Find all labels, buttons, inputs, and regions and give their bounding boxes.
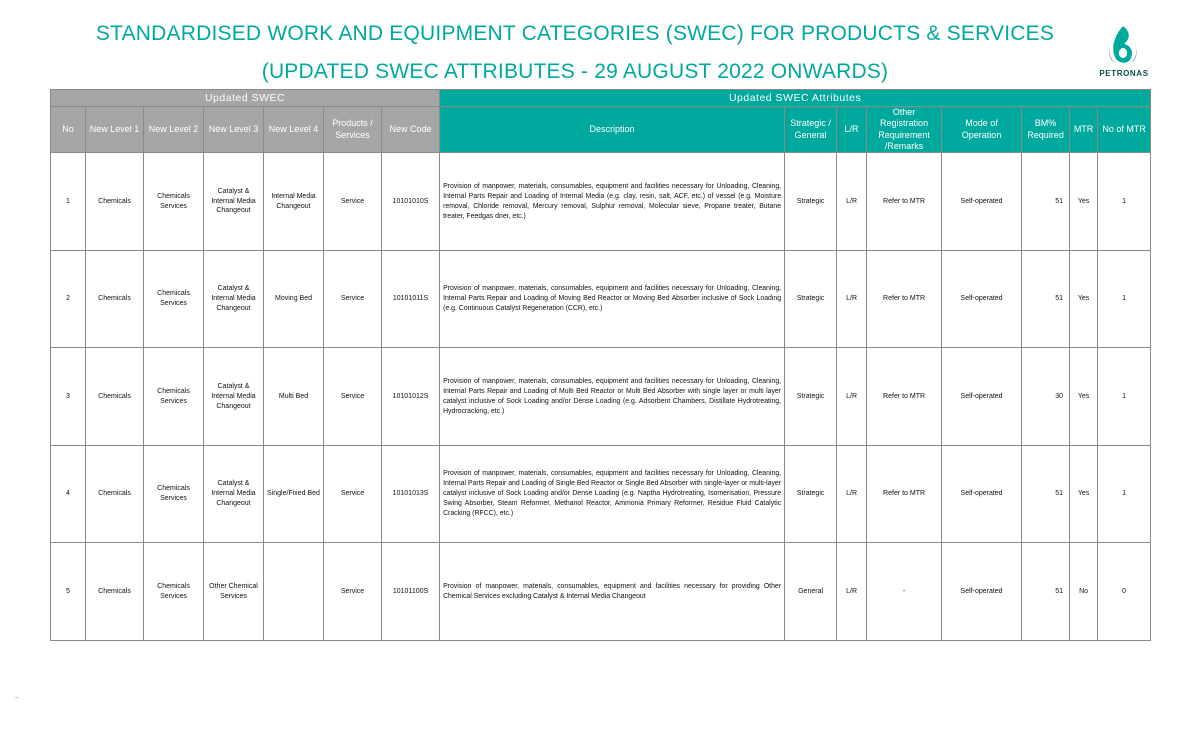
cell-level4: Internal Media Changeout [264,153,324,251]
cell-description: Provision of manpower, materials, consumables, equipment and facilities necessary for Unloading, Cleaning, Internal Parts Repair and Loading of Multi Bed Reactor or Multi Bed Absorber with single layer or multi layer catalyst inclusive of Sock Loading and/or Dense Loading (e.g. Adsorbent Chambers, Distillate Hydrotreating, Hydrocracking, etc.) [440,348,785,446]
column-header-row [51,107,1151,153]
col-header-mtr: MTR [1070,107,1098,153]
cell-mtr: Yes [1070,250,1098,348]
cell-description: Provision of manpower, materials, consumables, equipment and facilities necessary for Unloading, Cleaning, Internal Parts Repair and Loading of Internal Media (e.g. clay, resin, salt, ACF, etc.) of vessel (e.g. Moisture removal, Chloride removal, Mercury removal, Sulphur removal, Molecular sieve, Propane treater, Butane treater, Feedgas drier, etc.) [440,153,785,251]
table-row [51,250,1151,348]
swec-table [50,89,1151,641]
cell-level4: Single/Fixed Bed [264,445,324,543]
cell-products-services: Service [324,153,382,251]
cell-level2: Chemicals Services [144,250,204,348]
col-header-no: No [51,107,86,153]
cell-other-registration: Refer to MTR [867,250,942,348]
cell-no-of-mtr: 1 [1098,445,1151,543]
cell-level1: Chemicals [86,153,144,251]
page-title: STANDARDISED WORK AND EQUIPMENT CATEGORIES (SWEC) FOR PRODUCTS & SERVICES [95,22,1055,45]
table-row [51,543,1151,641]
group-header-updated-swec-attributes: Updated SWEC Attributes [440,90,1151,107]
col-header-products-services: Products / Services [324,107,382,153]
cell-no-of-mtr: 1 [1098,153,1151,251]
cell-no: 5 [51,543,86,641]
col-header-level4: New Level 4 [264,107,324,153]
col-header-new-code: New Code [382,107,440,153]
cell-mtr: Yes [1070,445,1098,543]
cell-level2: Chemicals Services [144,348,204,446]
cell-no: 2 [51,250,86,348]
cell-description: Provision of manpower, materials, consumables, equipment and facilities necessary for Unloading, Cleaning, Internal Parts Repair and Loading of Single Bed Reactor or Single Bed Absorber with single-layer or multi-layer catalyst inclusive of Sock Loading and/or Dense Loading (e.g. Naptha Hydrotreating, Isomerisation, Pressure Swing Absorber, Steam Reformer, Methanol Reactor, Ammonia Primary Reformer, Residue Fluid Catalytic Cracking (RFCC), etc.) [440,445,785,543]
table-row [51,445,1151,543]
page-subtitle: (UPDATED SWEC ATTRIBUTES - 29 AUGUST 2022 ONWARDS) [261,60,889,83]
cell-products-services: Service [324,445,382,543]
logo-wordmark: PETRONAS [1099,69,1149,78]
cell-level4: Multi Bed [264,348,324,446]
cell-no: 1 [51,153,86,251]
cell-bm-required: 51 [1022,250,1070,348]
cell-level1: Chemicals [86,543,144,641]
col-header-lr: L/R [837,107,867,153]
cell-products-services: Service [324,543,382,641]
cell-level2: Chemicals Services [144,445,204,543]
cell-strategic-general: Strategic [785,348,837,446]
col-header-bm-required: BM% Required [1022,107,1070,153]
cell-level1: Chemicals [86,348,144,446]
cell-mode-of-operation: Self-operated [942,153,1022,251]
cell-level2: Chemicals Services [144,543,204,641]
cell-lr: L/R [837,348,867,446]
cell-level1: Chemicals [86,445,144,543]
col-header-strategic-general: Strategic / General [785,107,837,153]
cell-no: 3 [51,348,86,446]
cell-mtr: Yes [1070,153,1098,251]
cell-products-services: Service [324,348,382,446]
cell-mode-of-operation: Self-operated [942,543,1022,641]
cell-no-of-mtr: 1 [1098,348,1151,446]
cell-strategic-general: Strategic [785,445,837,543]
cell-bm-required: 51 [1022,543,1070,641]
cell-description: Provision of manpower, materials, consumables, equipment and facilities necessary for providing Other Chemical Services excluding Catalyst & Internal Media Changeout [440,543,785,641]
col-header-level3: New Level 3 [204,107,264,153]
cell-mode-of-operation: Self-operated [942,250,1022,348]
cell-level3: Catalyst & Internal Media Changeout [204,250,264,348]
group-header-updated-swec: Updated SWEC [51,90,440,107]
cell-lr: L/R [837,543,867,641]
cell-mode-of-operation: Self-operated [942,445,1022,543]
cell-level4: Moving Bed [264,250,324,348]
cell-new-code: 10101010S [382,153,440,251]
cell-new-code: 10101100S [382,543,440,641]
cell-new-code: 10101013S [382,445,440,543]
col-header-description: Description [440,107,785,153]
cell-no-of-mtr: 0 [1098,543,1151,641]
table-row [51,153,1151,251]
cell-other-registration: Refer to MTR [867,445,942,543]
cell-strategic-general: General [785,543,837,641]
cell-mtr: No [1070,543,1098,641]
cell-bm-required: 51 [1022,445,1070,543]
group-header-row [51,90,1151,107]
cell-level3: Catalyst & Internal Media Changeout [204,445,264,543]
cell-level3: Catalyst & Internal Media Changeout [204,153,264,251]
col-header-level2: New Level 2 [144,107,204,153]
cell-lr: L/R [837,445,867,543]
cell-level4 [264,543,324,641]
cell-products-services: Service [324,250,382,348]
cell-level2: Chemicals Services [144,153,204,251]
col-header-no-of-mtr: No of MTR [1098,107,1151,153]
table-row [51,348,1151,446]
cell-new-code: 10101011S [382,250,440,348]
col-header-level1: New Level 1 [86,107,144,153]
cell-level3: Catalyst & Internal Media Changeout [204,348,264,446]
cell-level3: Other Chemical Services [204,543,264,641]
cell-strategic-general: Strategic [785,153,837,251]
cell-new-code: 10101012S [382,348,440,446]
cell-strategic-general: Strategic [785,250,837,348]
cell-mtr: Yes [1070,348,1098,446]
cell-lr: L/R [837,250,867,348]
footer-mark: ... [14,694,20,700]
cell-other-registration: Refer to MTR [867,153,942,251]
cell-no-of-mtr: 1 [1098,250,1151,348]
cell-other-registration: - [867,543,942,641]
cell-lr: L/R [837,153,867,251]
cell-bm-required: 51 [1022,153,1070,251]
cell-other-registration: Refer to MTR [867,348,942,446]
cell-no: 4 [51,445,86,543]
col-header-other-registration: Other Registration Requirement /Remarks [867,107,942,153]
cell-mode-of-operation: Self-operated [942,348,1022,446]
cell-bm-required: 30 [1022,348,1070,446]
cell-level1: Chemicals [86,250,144,348]
cell-description: Provision of manpower, materials, consumables, equipment and facilities necessary for Unloading, Cleaning, Internal Parts Repair and Loading of Moving Bed Reactor or Moving Bed Absorber inclusive of Sock Loading (e.g. Continuous Catalyst Regeneration (CCR), etc.) [440,250,785,348]
col-header-mode-of-operation: Mode of Operation [942,107,1022,153]
